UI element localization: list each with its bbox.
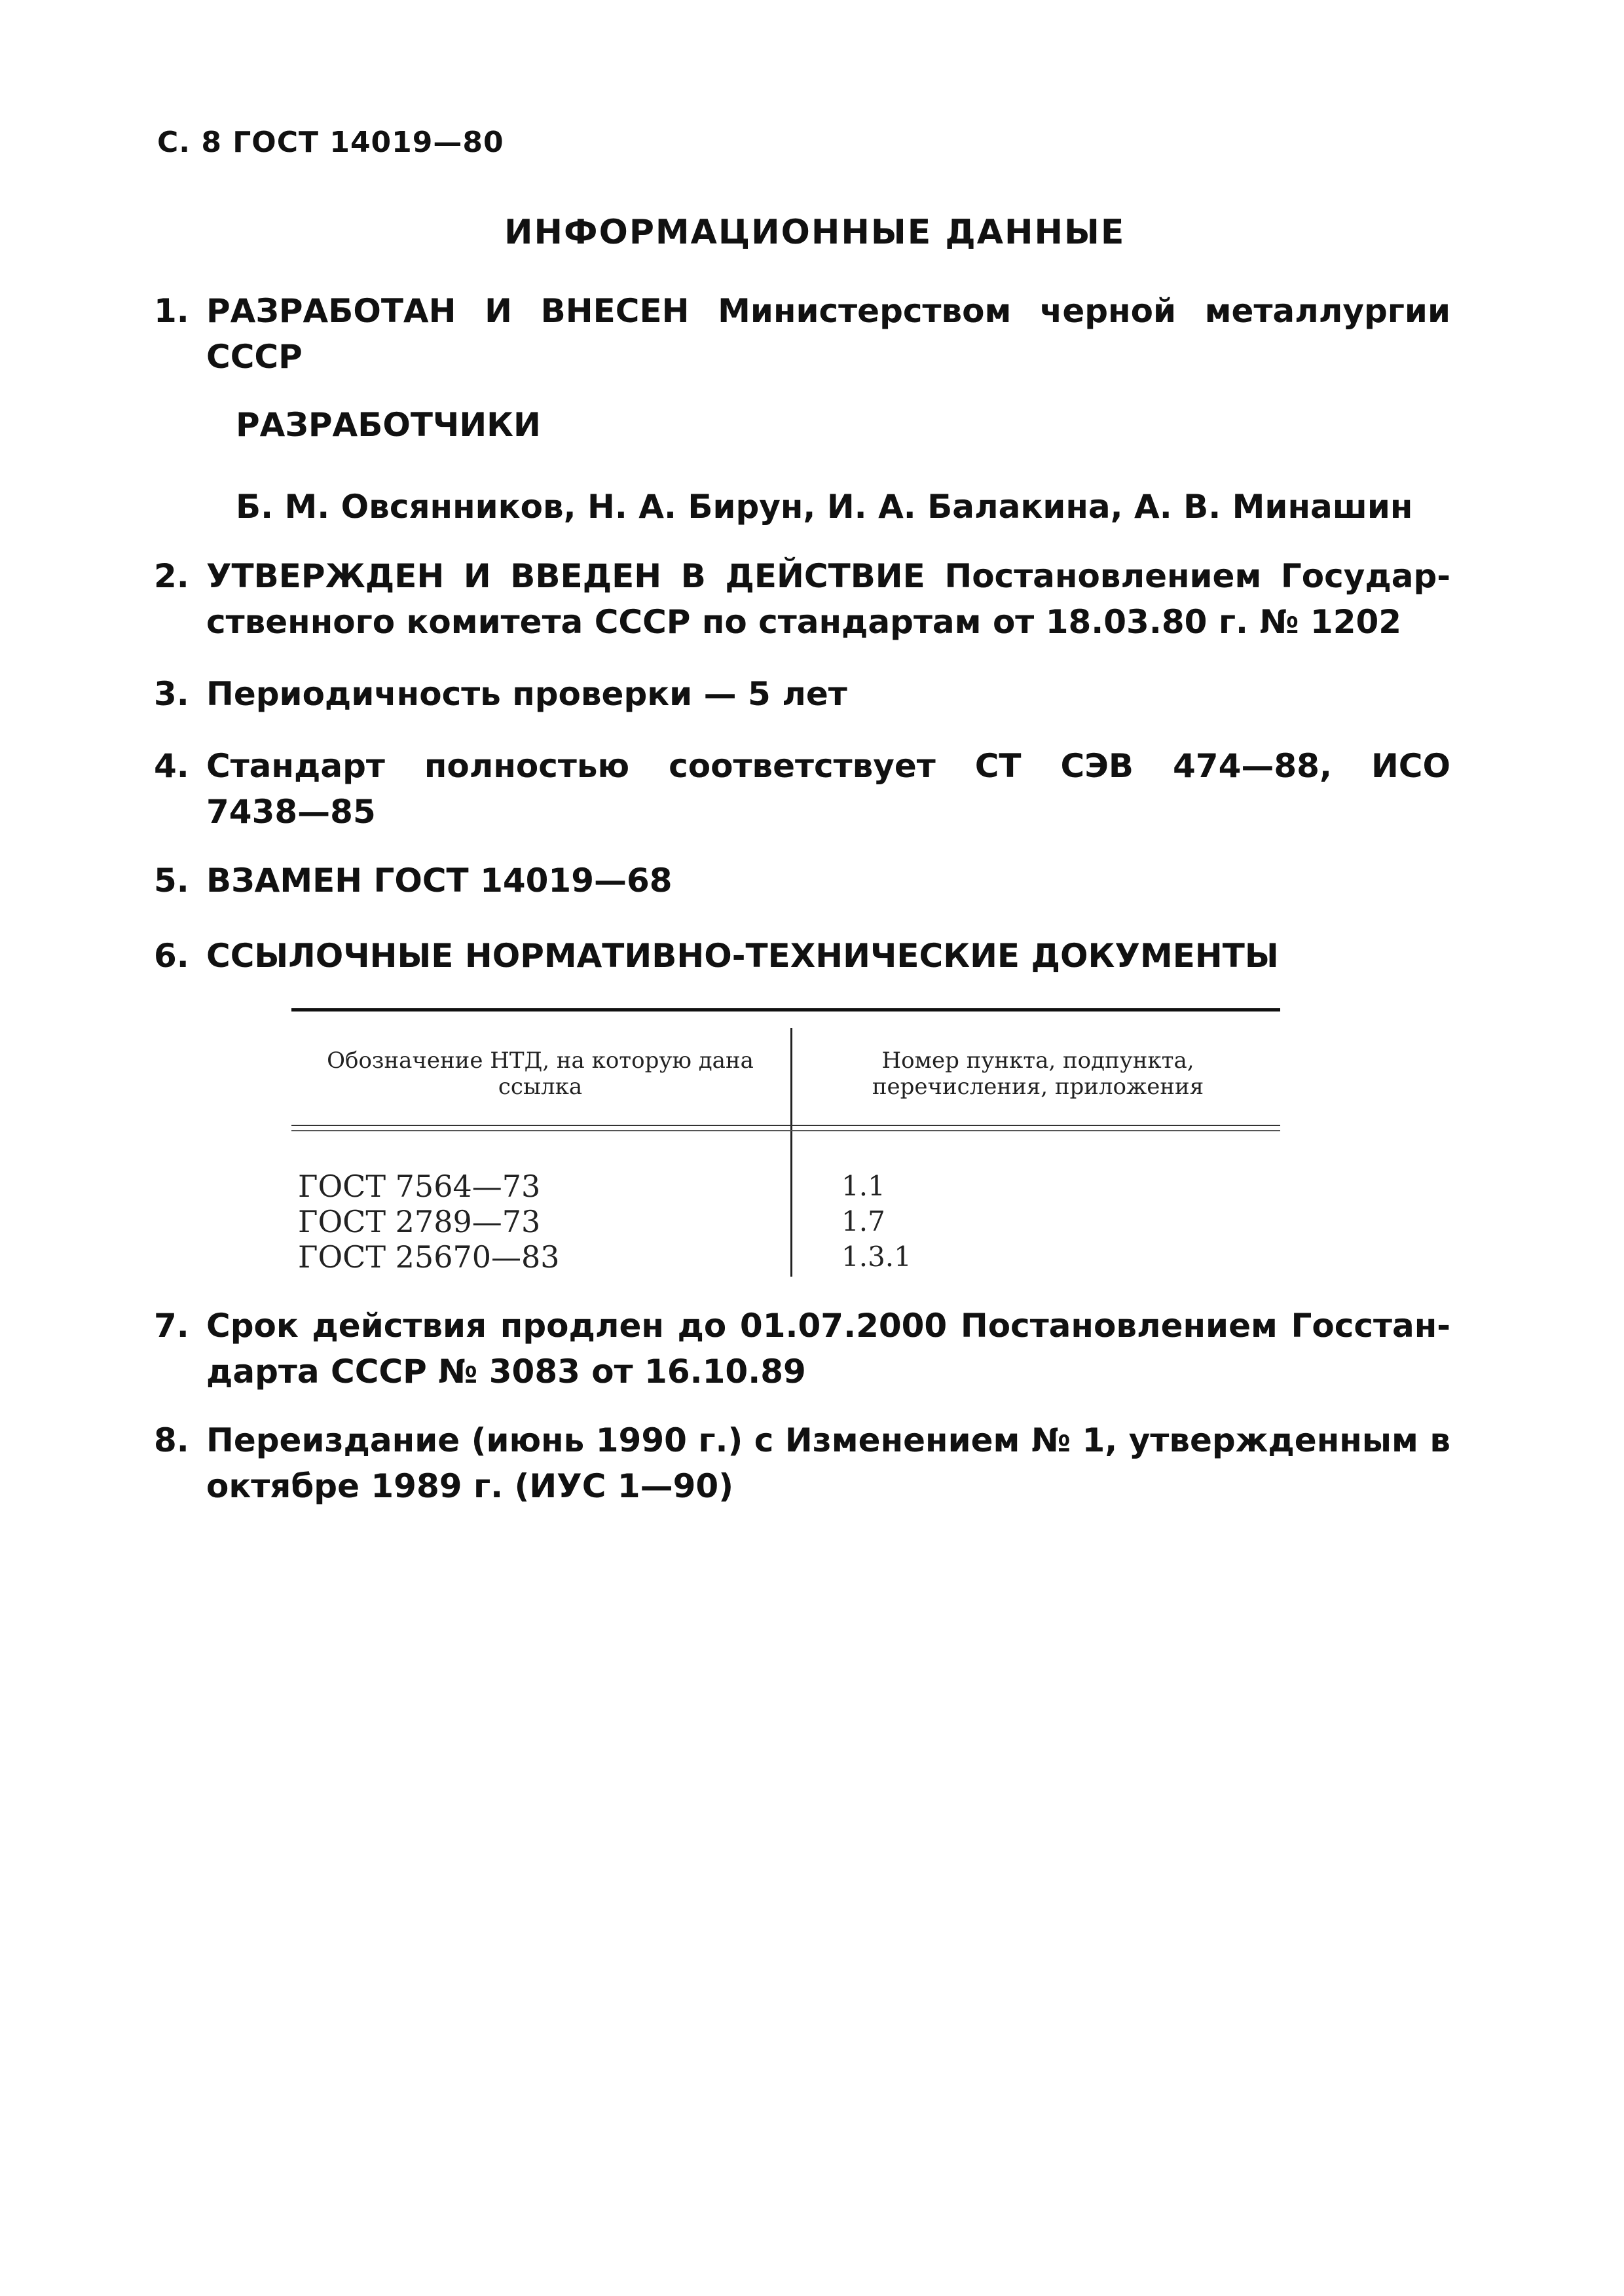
table-rule-header-double bbox=[291, 1130, 1280, 1131]
table-column-documents bbox=[298, 1169, 560, 1275]
item-number: 8. bbox=[154, 1421, 189, 1459]
table-cell-reference: 1.1 bbox=[841, 1170, 885, 1202]
item-number: 2. bbox=[154, 557, 189, 595]
item-text: Срок действия продлен до 01.07.2000 Постановлением Госстан-дарта СССР № 3083 от 16.10.89 bbox=[206, 1307, 1450, 1391]
list-item-4 bbox=[154, 743, 1450, 835]
table-header-reference: Номер пункта, подпункта, перечисления, приложения bbox=[872, 1048, 1204, 1100]
table-header-document: Обозначение НТД, на которую дана ссылка bbox=[327, 1048, 754, 1100]
list-item-2 bbox=[154, 553, 1450, 645]
table-cell-document: ГОСТ 7564—73 bbox=[298, 1169, 541, 1204]
developers-heading: РАЗРАБОТЧИКИ bbox=[236, 406, 541, 444]
item-text: Переиздание (июнь 1990 г.) с Изменением № 1, утвержденным в октябре 1989 г. (ИУС 1—90) bbox=[206, 1421, 1450, 1505]
item-text-line-2: 7438—85 bbox=[206, 793, 376, 831]
item-text: ССЫЛОЧНЫЕ НОРМАТИВНО-ТЕХНИЧЕСКИЕ ДОКУМЕНТЫ bbox=[206, 937, 1279, 975]
item-number: 4. bbox=[154, 747, 189, 785]
item-number: 6. bbox=[154, 937, 189, 975]
list-item-1 bbox=[154, 288, 1450, 380]
table-cell-reference: 1.7 bbox=[841, 1205, 885, 1237]
item-number: 5. bbox=[154, 862, 189, 900]
list-item-5 bbox=[154, 858, 1450, 903]
item-number: 7. bbox=[154, 1307, 189, 1345]
item-text: Периодичность проверки — 5 лет bbox=[206, 675, 847, 713]
reference-table bbox=[291, 1008, 1280, 1283]
page-header: С. 8 ГОСТ 14019—80 bbox=[157, 126, 504, 159]
table-rule-header bbox=[291, 1125, 1280, 1126]
item-text: РАЗРАБОТАН И ВНЕСЕН Министерством черной металлургии СССР bbox=[206, 292, 1450, 376]
section-title: ИНФОРМАЦИОННЫЕ ДАННЫЕ bbox=[504, 213, 1126, 252]
list-item-8 bbox=[154, 1417, 1450, 1509]
table-column-references bbox=[841, 1169, 912, 1275]
list-item-3 bbox=[154, 671, 1450, 717]
item-text bbox=[206, 743, 1450, 835]
item-number: 3. bbox=[154, 675, 189, 713]
list-item-6 bbox=[154, 933, 1450, 979]
item-number: 1. bbox=[154, 292, 189, 330]
list-item-7 bbox=[154, 1303, 1450, 1394]
table-cell-document: ГОСТ 25670—83 bbox=[298, 1239, 560, 1275]
table-column-divider bbox=[790, 1028, 792, 1277]
table-rule-top bbox=[291, 1008, 1280, 1011]
item-text-line-1: Стандарт полностью соответствует СТ СЭВ 474—88, ИСО bbox=[206, 747, 1450, 785]
item-text: УТВЕРЖДЕН И ВВЕДЕН В ДЕЙСТВИЕ Постановлением Государ-ственного комитета СССР по стандартам от 18.03.80 г. № 1202 bbox=[206, 557, 1450, 641]
item-text: ВЗАМЕН ГОСТ 14019—68 bbox=[206, 862, 673, 900]
table-cell-reference: 1.3.1 bbox=[841, 1241, 912, 1273]
table-cell-document: ГОСТ 2789—73 bbox=[298, 1204, 541, 1239]
developers-names: Б. М. Овсянников, Н. А. Бирун, И. А. Балакина, А. В. Минашин bbox=[236, 488, 1413, 526]
